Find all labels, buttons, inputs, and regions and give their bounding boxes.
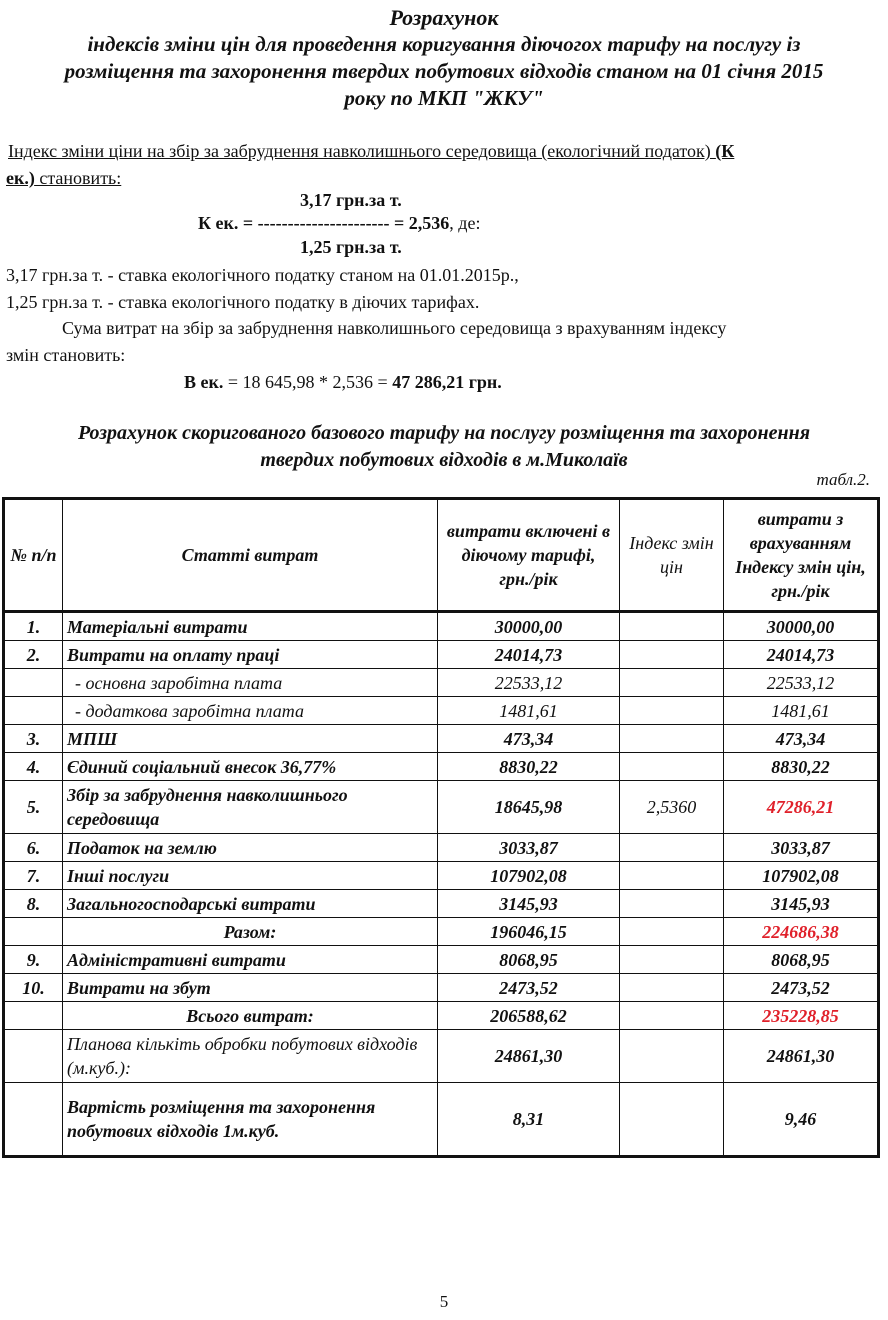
row-item: Витрати на збут [63, 974, 438, 1002]
table-row [4, 974, 879, 1002]
cost-table [2, 497, 880, 1158]
row-current: 8830,22 [438, 753, 620, 781]
row-adjusted-highlight: 47286,21 [724, 781, 879, 834]
row-index [620, 1083, 724, 1157]
row-index [620, 612, 724, 641]
row-item: Планова кількіть обробки побутових відходів (м.куб.): [63, 1030, 438, 1083]
title-line-3: розміщення та захоронення твердих побутових відходів станом на 01 січня 2015 [64, 59, 824, 83]
row-num: 7. [4, 862, 63, 890]
intro-rest: становить: [34, 168, 122, 188]
sum-line-2: змін становить: [6, 345, 126, 365]
row-current: 18645,98 [438, 781, 620, 834]
row-adjusted: 24014,73 [724, 641, 879, 669]
row-adjusted: 9,46 [724, 1083, 879, 1157]
row-index [620, 890, 724, 918]
page-number: 5 [439, 1292, 449, 1311]
row-index [620, 946, 724, 974]
row-adjusted: 8068,95 [724, 946, 879, 974]
title-line-4: року по МКП "ЖКУ" [344, 86, 544, 110]
row-item: Адміністративні витрати [63, 946, 438, 974]
row-num: 3. [4, 725, 63, 753]
sum-line-1: Сума витрат на збір за забруднення навколишнього середовища з врахуванням індексу [62, 318, 727, 338]
row-index [620, 974, 724, 1002]
table-row [4, 1083, 879, 1157]
row-current: 30000,00 [438, 612, 620, 641]
row-current: 3033,87 [438, 834, 620, 862]
row-adjusted: 1481,61 [724, 697, 879, 725]
table-row [4, 781, 879, 834]
table-row [4, 697, 879, 725]
table-row [4, 669, 879, 697]
row-item: Матеріальні витрати [63, 612, 438, 641]
row-adjusted: 107902,08 [724, 862, 879, 890]
row-current: 206588,62 [438, 1002, 620, 1030]
table-row [4, 862, 879, 890]
row-index [620, 834, 724, 862]
table-title-line-1: Розрахунок скоригованого базового тарифу на послугу розміщення та захоронення [77, 422, 811, 444]
row-current: 24861,30 [438, 1030, 620, 1083]
header-item: Статті витрат [63, 499, 438, 612]
row-num [4, 918, 63, 946]
row-adjusted: 22533,12 [724, 669, 879, 697]
title-line-2: індексів зміни цін для проведення коригування діючогох тарифу на послугу із [87, 32, 801, 56]
table-row [4, 1030, 879, 1083]
header-current: витрати включені в діючому тарифі, грн./рік [438, 499, 620, 612]
formula-tail: , де: [449, 213, 481, 233]
row-num: 1. [4, 612, 63, 641]
row-adjusted: 24861,30 [724, 1030, 879, 1083]
row-num [4, 669, 63, 697]
row-adjusted: 3033,87 [724, 834, 879, 862]
row-current: 8,31 [438, 1083, 620, 1157]
calc-result: 47 286,21 грн. [392, 372, 502, 392]
row-index: 2,5360 [620, 781, 724, 834]
table-row [4, 946, 879, 974]
table-row [4, 834, 879, 862]
title-line-1: Розрахунок [389, 5, 499, 30]
calc-line [184, 371, 502, 393]
row-index [620, 641, 724, 669]
calc-lhs: В ек. [184, 372, 224, 392]
row-current: 8068,95 [438, 946, 620, 974]
row-item: Інші послуги [63, 862, 438, 890]
row-current: 473,34 [438, 725, 620, 753]
row-num [4, 1083, 63, 1157]
table-row [4, 753, 879, 781]
row-num [4, 697, 63, 725]
row-index [620, 862, 724, 890]
table-row [4, 725, 879, 753]
table-row-subtotal [4, 918, 879, 946]
row-item: Вартість розміщення та захоронення побутових відходів 1м.куб. [63, 1083, 438, 1157]
row-item: Податок на землю [63, 834, 438, 862]
row-num: 4. [4, 753, 63, 781]
row-item: Загальногосподарські витрати [63, 890, 438, 918]
calc-mid: = 18 645,98 * 2,536 = [223, 372, 393, 392]
row-current: 2473,52 [438, 974, 620, 1002]
row-current: 24014,73 [438, 641, 620, 669]
row-index [620, 725, 724, 753]
row-current: 22533,12 [438, 669, 620, 697]
row-item: Витрати на оплату праці [63, 641, 438, 669]
formula-numerator: 3,17 грн.за т. [300, 190, 402, 210]
row-adjusted-highlight: 235228,85 [724, 1002, 879, 1030]
row-num: 9. [4, 946, 63, 974]
row-index [620, 1002, 724, 1030]
index-intro-line-2 [6, 167, 121, 189]
row-num: 10. [4, 974, 63, 1002]
note-2: 1,25 грн.за т. - ставка екологічного податку в діючих тарифах. [6, 292, 480, 312]
formula-denominator: 1,25 грн.за т. [300, 237, 402, 257]
intro-bold-ek: ек.) [6, 168, 35, 188]
row-adjusted: 3145,93 [724, 890, 879, 918]
row-num: 5. [4, 781, 63, 834]
table-title-line-2: твердих побутових відходів в м.Миколаїв [260, 449, 628, 471]
row-num [4, 1002, 63, 1030]
row-index [620, 1030, 724, 1083]
table-title [0, 420, 888, 474]
row-item: - додаткова заробітна плата [63, 697, 438, 725]
row-item: - основна заробітна плата [63, 669, 438, 697]
row-adjusted-highlight: 224686,38 [724, 918, 879, 946]
intro-bold-k: (К [715, 141, 735, 161]
table-label: табл.2. [816, 470, 870, 489]
table-header-row [4, 499, 879, 612]
header-num: № п/п [4, 499, 63, 612]
row-item: Разом: [63, 918, 438, 946]
formula-expression: К ек. = ---------------------- = 2,536 [198, 213, 450, 233]
header-index: Індекс змін цін [620, 499, 724, 612]
row-num: 8. [4, 890, 63, 918]
row-item: Єдиний соціальний внесок 36,77% [63, 753, 438, 781]
table-row-total [4, 1002, 879, 1030]
row-current: 107902,08 [438, 862, 620, 890]
row-num [4, 1030, 63, 1083]
row-index [620, 669, 724, 697]
table-row [4, 890, 879, 918]
row-adjusted: 8830,22 [724, 753, 879, 781]
row-index [620, 753, 724, 781]
table-row [4, 612, 879, 641]
row-index [620, 697, 724, 725]
note-1: 3,17 грн.за т. - ставка екологічного податку станом на 01.01.2015р., [6, 265, 519, 285]
row-adjusted: 30000,00 [724, 612, 879, 641]
row-item: МПШ [63, 725, 438, 753]
row-adjusted: 2473,52 [724, 974, 879, 1002]
row-current: 196046,15 [438, 918, 620, 946]
header-adjusted: витрати з врахуванням Індексу змін цін, грн./рік [724, 499, 879, 612]
row-current: 1481,61 [438, 697, 620, 725]
row-adjusted: 473,34 [724, 725, 879, 753]
document-title [0, 4, 888, 112]
row-index [620, 918, 724, 946]
intro-text: Індекс зміни ціни на збір за забруднення навколишнього середовища (екологічний податок) [8, 141, 716, 161]
row-item: Всього витрат: [63, 1002, 438, 1030]
row-item: Збір за забруднення навколишнього середовища [63, 781, 438, 834]
row-current: 3145,93 [438, 890, 620, 918]
row-num: 6. [4, 834, 63, 862]
index-intro-line-1 [8, 140, 734, 162]
formula-line [198, 212, 480, 234]
table-row [4, 641, 879, 669]
row-num: 2. [4, 641, 63, 669]
